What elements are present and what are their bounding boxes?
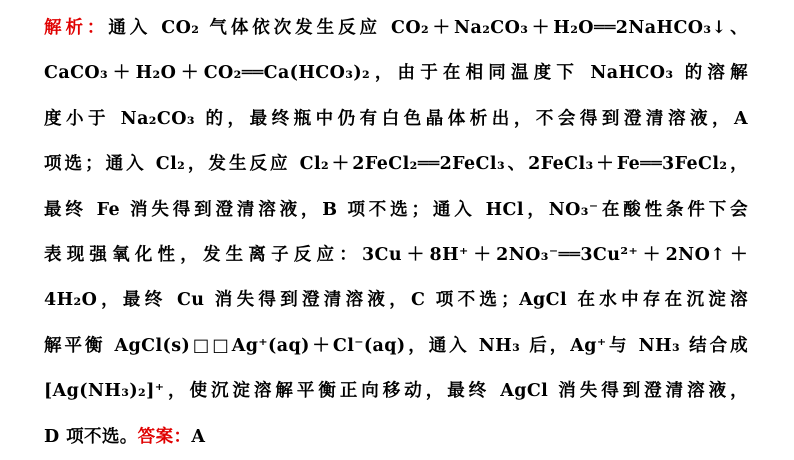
text-line-1 — [44, 6, 748, 51]
answer-label: 答案： — [137, 426, 192, 447]
answer-value: A — [191, 426, 206, 447]
text-line-10 — [44, 415, 748, 460]
analysis-label: 解析： — [44, 18, 109, 38]
text-line-2: CaCO₃＋H₂O＋CO₂══Ca(HCO₃)₂，由于在相同温度下 NaHCO₃ 的溶解 — [44, 63, 748, 84]
text-line-6: 表现强氧化性，发生离子反应：3Cu＋8H⁺＋2NO₃⁻══3Cu²⁺＋2NO↑＋ — [44, 244, 748, 265]
text-line-9: [Ag(NH₃)₂]⁺，使沉淀溶解平衡正向移动，最终 AgCl 消失得到澄清溶液， — [44, 381, 748, 402]
text-line-10-content: D 项不选。 — [44, 426, 138, 447]
text-line-3: 度小于 Na₂CO₃ 的，最终瓶中仍有白色晶体析出，不会得到澄清溶液，A — [44, 108, 748, 129]
text-line-7: 4H₂O，最终 Cu 消失得到澄清溶液，C 项不选；AgCl 在水中存在沉淀溶 — [44, 290, 748, 311]
text-line-5: 最终 Fe 消失得到澄清溶液，B 项不选；通入 HCl，NO₃⁻在酸性条件下会 — [44, 199, 748, 220]
text-line-1-content: 通入 CO₂ 气体依次发生反应 CO₂＋Na₂CO₃＋H₂O══2NaHCO₃↓、 — [108, 18, 748, 38]
text-line-8: 解平衡 AgCl(s)□□Ag⁺(aq)＋Cl⁻(aq)，通入 NH₃ 后，Ag⁺与 NH₃ 结合成 — [44, 335, 748, 356]
text-line-4: 项选；通入 Cl₂，发生反应 Cl₂＋2FeCl₂══2FeCl₃、2FeCl₃＋Fe══3FeCl₂， — [44, 154, 748, 175]
